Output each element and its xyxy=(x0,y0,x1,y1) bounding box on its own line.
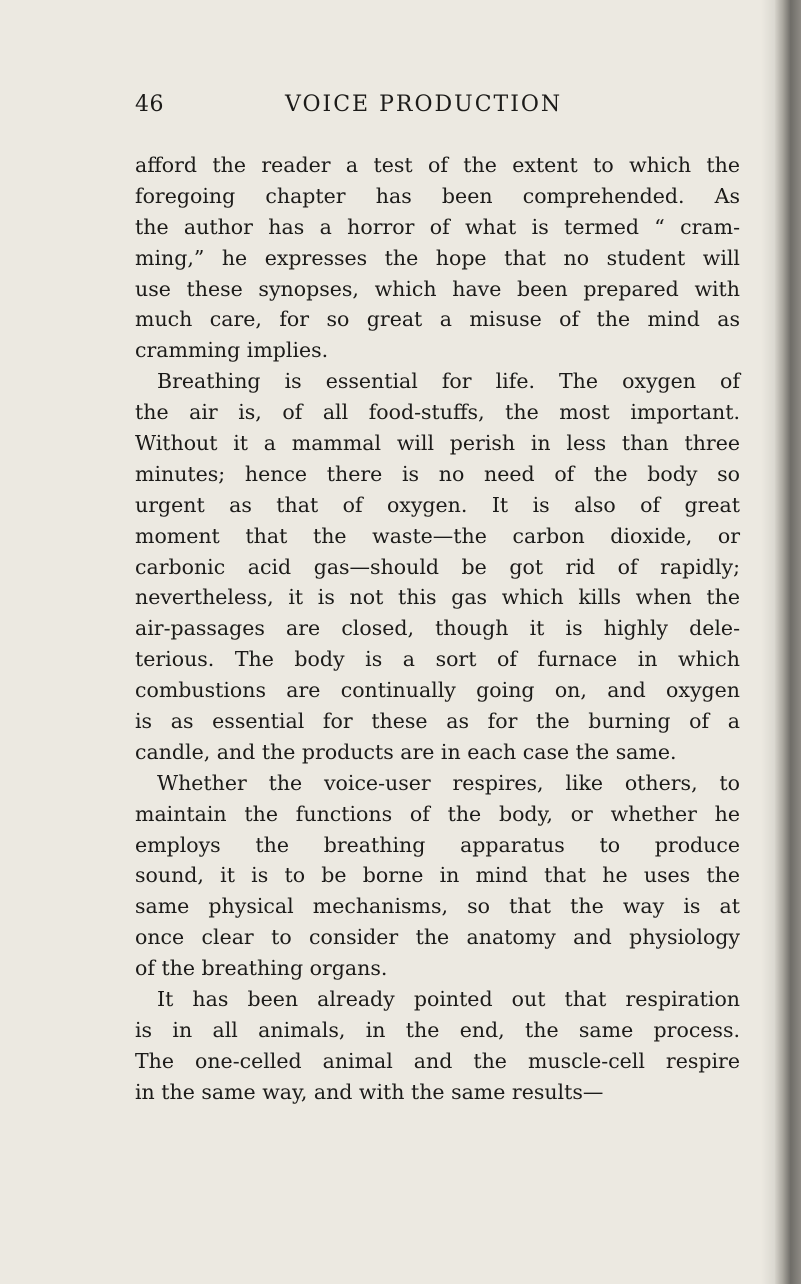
running-title: VOICE PRODUCTION xyxy=(285,92,563,117)
text-line: use these synopses, which have been prepared with xyxy=(135,276,740,301)
text-line: cramming implies. xyxy=(135,338,329,363)
text-line: It has been already pointed out that respiration xyxy=(157,987,740,1012)
text-line: The one-celled animal and the muscle-cell respire xyxy=(135,1048,740,1073)
text-line: the author has a horror of what is termed “ cram- xyxy=(135,214,740,239)
text-line: the air is, of all food-stuffs, the most important. xyxy=(135,400,740,425)
running-head xyxy=(135,92,735,132)
text-line: in the same way, and with the same results— xyxy=(135,1079,604,1104)
body-text xyxy=(135,150,740,1108)
text-line: once clear to consider the anatomy and physiology xyxy=(135,925,740,950)
text-line: employs the breathing apparatus to produce xyxy=(135,832,740,857)
text-line: terious. The body is a sort of furnace in which xyxy=(135,647,740,672)
text-line: urgent as that of oxygen. It is also of great xyxy=(135,492,740,517)
text-line: candle, and the products are in each case the same. xyxy=(135,739,677,764)
text-line: is as essential for these as for the burning of a xyxy=(135,709,740,734)
text-line: carbonic acid gas—should be got rid of rapidly; xyxy=(135,554,740,579)
text-line: minutes; hence there is no need of the body so xyxy=(135,461,740,486)
page-edge xyxy=(775,0,801,1284)
text-line: Whether the voice-user respires, like others, to xyxy=(157,770,740,795)
text-line: air-passages are closed, though it is highly dele- xyxy=(135,616,740,641)
text-line: is in all animals, in the end, the same process. xyxy=(135,1017,740,1042)
text-line: ming,” he expresses the hope that no student will xyxy=(135,245,740,270)
text-line: Without it a mammal will perish in less than three xyxy=(135,431,740,456)
text-line: foregoing chapter has been comprehended. As xyxy=(135,183,740,208)
text-line: sound, it is to be borne in mind that he uses the xyxy=(135,863,740,888)
page-number: 46 xyxy=(135,92,164,117)
page-edge-shadow xyxy=(761,0,775,1284)
text-line: Breathing is essential for life. The oxygen of xyxy=(157,369,740,394)
text-line: moment that the waste—the carbon dioxide, or xyxy=(135,523,740,548)
text-line: afford the reader a test of the extent to which the xyxy=(135,153,740,177)
text-line: same physical mechanisms, so that the way is at xyxy=(135,894,740,919)
text-line: much care, for so great a misuse of the mind as xyxy=(135,307,740,332)
text-line: combustions are continually going on, and oxygen xyxy=(135,678,740,703)
text-line: nevertheless, it is not this gas which kills when the xyxy=(135,585,740,610)
text-line: of the breathing organs. xyxy=(135,956,388,981)
text-line: maintain the functions of the body, or whether he xyxy=(135,801,740,826)
